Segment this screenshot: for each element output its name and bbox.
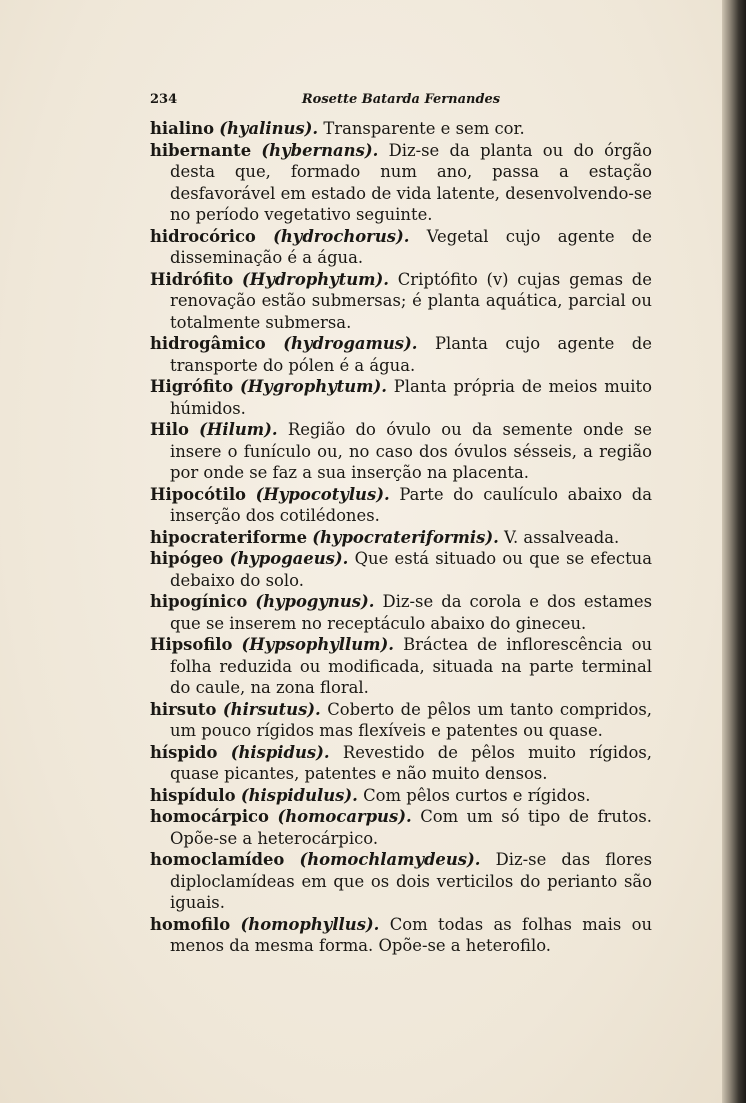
- entry-term: hipógeo: [150, 549, 224, 568]
- glossary-entry: [150, 742, 652, 785]
- entry-term: Hilo: [150, 420, 189, 439]
- entry-definition: Parte do caulículo abaixo da inserção dos cotilédones.: [170, 484, 652, 525]
- entry-definition: Diz-se das flores diploclamídeas em que os dois verticilos do perianto são iguais.: [170, 850, 652, 912]
- entry-latin-name: (homocarpus).: [277, 807, 412, 826]
- entry-term: hidrocórico: [150, 226, 256, 246]
- entry-term: homoclamídeo: [150, 850, 285, 869]
- glossary-entry: [150, 914, 652, 957]
- glossary-entry: [150, 419, 652, 484]
- entry-latin-name: (homochlamydeus).: [299, 850, 481, 869]
- glossary-entry: [150, 634, 652, 699]
- entry-term: homocárpico: [150, 807, 269, 826]
- entry-latin-name: (hypogaeus).: [229, 549, 349, 568]
- entry-term: hidrogâmico: [150, 334, 266, 353]
- glossary-entry: [150, 591, 652, 634]
- entry-term: homofilo: [150, 914, 231, 934]
- entry-definition: Criptófito (v) cujas gemas de renovação estão submersas; é planta aquática, parcial ou totalmente submersa.: [170, 269, 652, 332]
- glossary-entry: [150, 269, 652, 334]
- entry-latin-name: (Hypocotylus).: [255, 484, 390, 504]
- entry-latin-name: (homophyllus).: [240, 914, 380, 934]
- entry-term: Hidrófito: [150, 269, 234, 289]
- page-number: 234: [150, 92, 178, 107]
- entry-definition: Bráctea de inflorescência ou folha reduzida ou modificada, situada na parte terminal do caule, na zona floral.: [170, 635, 653, 697]
- entry-latin-name: (hypogynus).: [255, 592, 375, 611]
- page-header: [150, 92, 652, 114]
- entry-latin-name: (hydrogamus).: [283, 334, 418, 353]
- entry-latin-name: (hyalinus).: [219, 119, 319, 138]
- entry-term: hibernante: [150, 140, 252, 160]
- entry-latin-name: (Hygrophytum).: [239, 377, 387, 396]
- entry-definition: Diz-se da corola e dos estames que se inserem no receptáculo abaixo do gineceu.: [170, 592, 652, 633]
- entry-definition: Planta cujo agente de transporte do pólen é a água.: [170, 334, 652, 375]
- entry-definition: Planta própria de meios muito húmidos.: [170, 377, 652, 418]
- glossary-entry: [150, 118, 652, 140]
- entry-definition: Com pêlos curtos e rígidos.: [363, 785, 591, 805]
- entry-latin-name: (Hydrophytum).: [241, 269, 389, 289]
- entry-latin-name: (hispidus).: [230, 742, 330, 762]
- entry-term: hirsuto: [150, 699, 217, 719]
- glossary-entry: [150, 806, 652, 849]
- entry-definition: Coberto de pêlos um tanto compridos, um pouco rígidos mas flexíveis e patentes ou quase.: [170, 699, 652, 740]
- entry-term: híspido: [150, 742, 218, 762]
- glossary-entry: [150, 376, 652, 419]
- entry-definition: Com todas as folhas mais ou menos da mesma forma. Opõe-se a heterofilo.: [170, 914, 652, 955]
- glossary-entry: [150, 484, 652, 527]
- entry-latin-name: (hybernans).: [261, 140, 379, 160]
- entry-latin-name: (hispidulus).: [240, 785, 358, 805]
- entry-term: hipocrateriforme: [150, 527, 308, 547]
- running-head: Rosette Batarda Fernandes: [301, 92, 501, 107]
- entry-latin-name: (Hypsophyllum).: [241, 635, 394, 654]
- entry-definition: Vegetal cujo agente de disseminação é a água.: [170, 226, 652, 267]
- entry-term: Hipsofilo: [150, 635, 233, 654]
- glossary-entry: [150, 849, 652, 914]
- glossary-entry: [150, 140, 652, 226]
- entry-definition: Revestido de pêlos muito rígidos, quase picantes, patentes e não muito densos.: [170, 742, 652, 783]
- entry-latin-name: (hirsutus).: [222, 699, 321, 719]
- glossary-entry: [150, 527, 652, 549]
- entry-definition: Região do óvulo ou da semente onde se insere o funículo ou, no caso dos óvulos sésseis, a região por onde se faz a sua inserção na placenta.: [170, 420, 652, 482]
- entry-latin-name: (Hilum).: [199, 420, 278, 439]
- entry-definition: Que está situado ou que se efectua debaixo do solo.: [170, 549, 652, 590]
- entry-definition: Com um só tipo de frutos. Opõe-se a heterocárpico.: [170, 807, 652, 848]
- glossary-entry: [150, 785, 652, 807]
- glossary-entry: [150, 333, 652, 376]
- entry-term: hispídulo: [150, 785, 236, 805]
- entry-latin-name: (hydrochorus).: [273, 226, 410, 246]
- entry-latin-name: (hypocrateriformis).: [312, 527, 499, 547]
- entry-definition: Transparente e sem cor.: [323, 119, 525, 138]
- entry-term: Higrófito: [150, 377, 234, 396]
- entry-term: hipogínico: [150, 592, 248, 611]
- book-spine-edge: [722, 0, 746, 1103]
- entry-definition: V. assalveada.: [504, 527, 620, 547]
- entry-term: Hipocótilo: [150, 484, 246, 504]
- glossary-entry: [150, 548, 652, 591]
- entry-definition: Diz-se da planta ou do órgão desta que, formado num ano, passa a estação desfavorável em estado de vida latente, desenvolvendo-se no período vegetativo seguinte.: [170, 140, 652, 224]
- glossary-entry: [150, 699, 652, 742]
- entry-term: hialino: [150, 119, 215, 138]
- glossary-entry: [150, 226, 652, 269]
- glossary-entries: [150, 118, 652, 957]
